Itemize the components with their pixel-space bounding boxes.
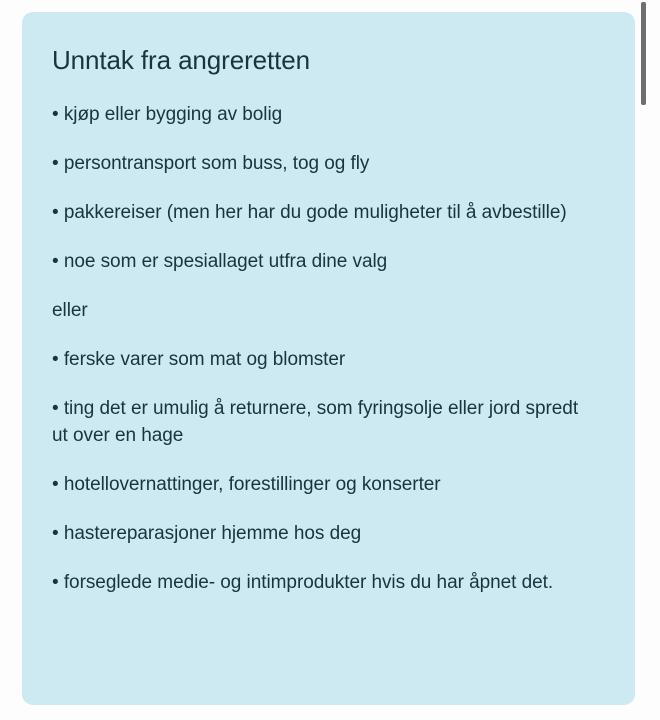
list-item-conjunction: eller (52, 299, 88, 321)
list-item: • noe som er spesiallaget utfra dine valg (52, 250, 388, 272)
exceptions-info-card (22, 12, 635, 705)
scrollbar-track[interactable] (644, 0, 654, 720)
list-item: • pakkereiser (men her har du gode muligheter til å avbestille) (52, 201, 567, 223)
list-item: • hastereparasjoner hjemme hos deg (52, 522, 362, 544)
list-item: • kjøp eller bygging av bolig (52, 103, 283, 125)
list-item: • hotellovernattinger, forestillinger og konserter (52, 473, 441, 495)
list-item: • persontransport som buss, tog og fly (52, 152, 370, 174)
list-item: • forseglede medie- og intimprodukter hvis du har åpnet det. (52, 571, 554, 593)
scrollbar-thumb[interactable] (641, 2, 646, 105)
exceptions-list (52, 102, 605, 597)
page-title: Unntak fra angreretten (52, 45, 310, 75)
list-item: • ting det er umulig å returnere, som fyringsolje eller jord spredt ut over en hage (52, 397, 579, 446)
list-item: • ferske varer som mat og blomster (52, 348, 346, 370)
